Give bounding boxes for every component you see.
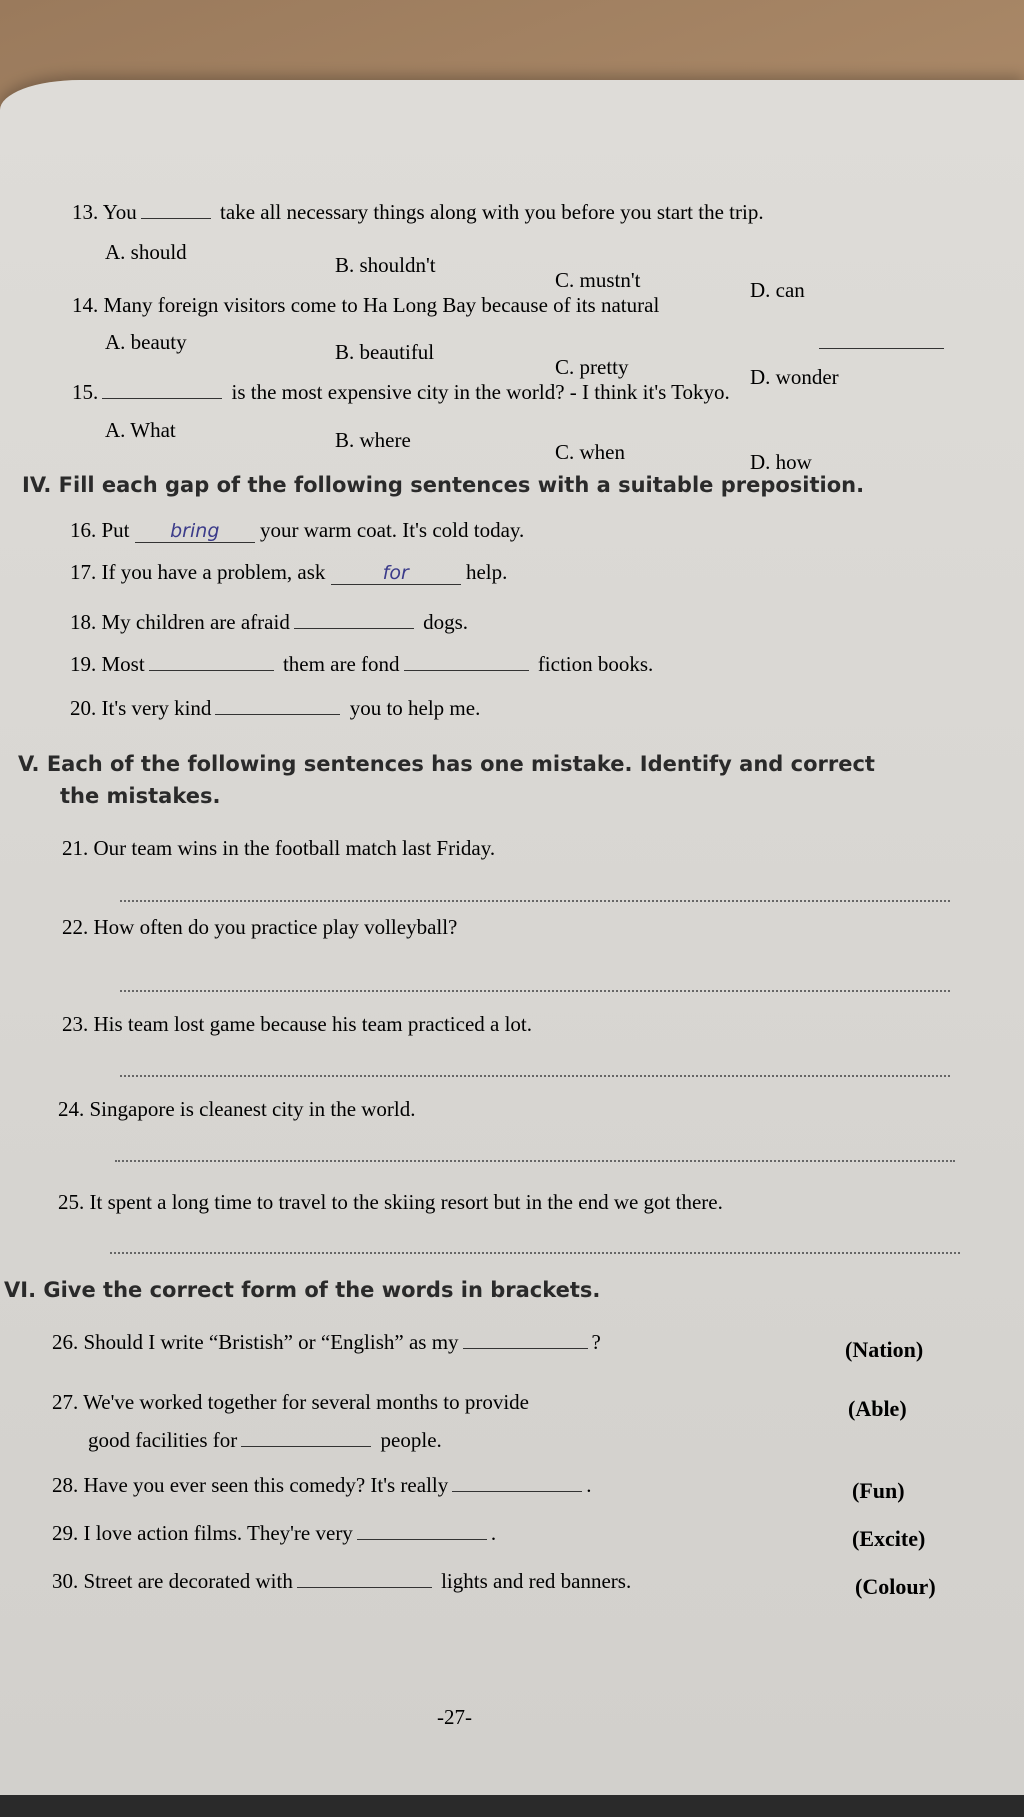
answer-blank[interactable] bbox=[141, 217, 211, 219]
answer-blank[interactable] bbox=[297, 1586, 432, 1588]
answer-blank[interactable] bbox=[149, 669, 274, 671]
q15-option-c[interactable]: C. when bbox=[555, 440, 625, 464]
question-19: 19. Most them are fond fiction books. bbox=[70, 652, 654, 676]
q14-option-b[interactable]: B. beautiful bbox=[335, 340, 435, 364]
q13-option-c[interactable]: C. mustn't bbox=[555, 268, 641, 292]
question-21: 21. Our team wins in the football match last Friday. bbox=[62, 836, 496, 860]
question-22: 22. How often do you practice play volleyball? bbox=[62, 915, 458, 939]
question-18: 18. My children are afraid dogs. bbox=[70, 610, 469, 634]
section-5-heading-line2: the mistakes. bbox=[60, 784, 221, 808]
table-edge bbox=[0, 1795, 1024, 1817]
question-14: 14. Many foreign visitors come to Ha Long Bay because of its natural bbox=[72, 293, 660, 317]
question-27: 27. We've worked together for several months to provide bbox=[52, 1390, 529, 1414]
word-hint-excite: (Excite) bbox=[852, 1526, 926, 1551]
question-27-line2: good facilities for people. bbox=[88, 1428, 442, 1452]
question-25: 25. It spent a long time to travel to the skiing resort but in the end we got there. bbox=[58, 1190, 723, 1214]
answer-blank[interactable] bbox=[357, 1538, 487, 1540]
q14-option-d[interactable]: D. wonder bbox=[750, 365, 839, 389]
handwritten-answer[interactable]: for bbox=[331, 562, 461, 585]
answer-line[interactable] bbox=[110, 1252, 960, 1254]
question-26: 26. Should I write “Bristish” or “English” as my ? bbox=[52, 1330, 601, 1354]
q13-option-b[interactable]: B. shouldn't bbox=[335, 253, 436, 277]
q13-option-a[interactable]: A. should bbox=[105, 240, 187, 264]
question-24: 24. Singapore is cleanest city in the world. bbox=[58, 1097, 416, 1121]
answer-blank[interactable] bbox=[463, 1347, 588, 1349]
answer-blank[interactable] bbox=[241, 1445, 371, 1447]
word-hint-nation: (Nation) bbox=[845, 1337, 924, 1362]
word-hint-colour: (Colour) bbox=[855, 1574, 936, 1599]
section-5-heading: V. Each of the following sentences has one mistake. Identify and correct bbox=[18, 752, 875, 776]
section-6-heading: VI. Give the correct form of the words in brackets. bbox=[4, 1278, 601, 1302]
answer-blank[interactable] bbox=[215, 713, 340, 715]
answer-line[interactable] bbox=[120, 900, 950, 902]
answer-line[interactable] bbox=[115, 1160, 955, 1162]
question-17: 17. If you have a problem, ask for help. bbox=[70, 560, 508, 584]
answer-blank[interactable] bbox=[404, 669, 529, 671]
question-30: 30. Street are decorated with lights and red banners. bbox=[52, 1569, 632, 1593]
question-20: 20. It's very kind you to help me. bbox=[70, 696, 481, 720]
q14-option-c[interactable]: C. pretty bbox=[555, 355, 629, 379]
page-number: -27- bbox=[437, 1705, 472, 1729]
section-4-heading: IV. Fill each gap of the following sentences with a suitable preposition. bbox=[22, 473, 865, 497]
word-hint-able: (Able) bbox=[848, 1396, 907, 1421]
answer-blank[interactable] bbox=[102, 397, 222, 399]
question-23: 23. His team lost game because his team practiced a lot. bbox=[62, 1012, 533, 1036]
q13-option-d[interactable]: D. can bbox=[750, 278, 805, 302]
question-15: 15. is the most expensive city in the world? - I think it's Tokyo. bbox=[72, 380, 730, 404]
question-29: 29. I love action films. They're very . bbox=[52, 1521, 497, 1545]
q15-option-b[interactable]: B. where bbox=[335, 428, 411, 452]
answer-blank[interactable] bbox=[452, 1490, 582, 1492]
answer-blank[interactable] bbox=[294, 627, 414, 629]
answer-blank[interactable] bbox=[815, 330, 948, 355]
q15-option-a[interactable]: A. What bbox=[105, 418, 176, 442]
word-hint-fun: (Fun) bbox=[852, 1478, 905, 1503]
q14-option-a[interactable]: A. beauty bbox=[105, 330, 187, 354]
question-13: 13. You take all necessary things along with you before you start the trip. bbox=[72, 200, 764, 224]
question-28: 28. Have you ever seen this comedy? It's really . bbox=[52, 1473, 592, 1497]
answer-line[interactable] bbox=[120, 990, 950, 992]
question-16: 16. Put bring your warm coat. It's cold today. bbox=[70, 518, 525, 542]
answer-line[interactable] bbox=[120, 1075, 950, 1077]
q15-option-d[interactable]: D. how bbox=[750, 450, 812, 474]
handwritten-answer[interactable]: bring bbox=[135, 520, 255, 543]
